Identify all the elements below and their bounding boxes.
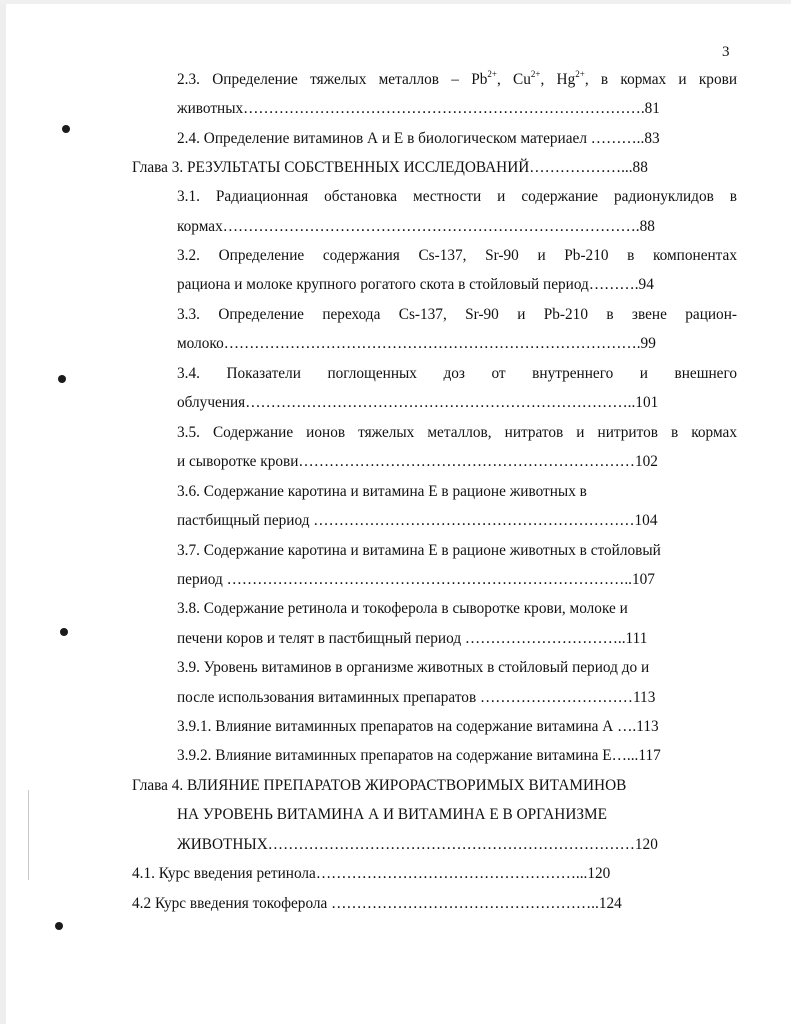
toc-entry-3-9-line2: после использования витаминных препаратов …………………………113 xyxy=(177,689,656,706)
superscript-charge: 2+ xyxy=(575,68,585,79)
toc-chapter-3: Глава 3. РЕЗУЛЬТАТЫ СОБСТВЕННЫХ ИССЛЕДОВАНИЙ………………...88 xyxy=(132,159,648,176)
toc-entry-3-4-line2: облучения…………………………………………………………………..101 xyxy=(177,394,659,411)
toc-entry-2-3-line1: 2.3. Определение тяжелых металлов – $Pb^{2+}$, $Cu^{2+}$, $Hg^{2+}$, в кормах и крови xyxy=(177,68,738,88)
toc-entry-3-8-line1: 3.8. Содержание ретинола и токоферола в сыворотке крови, молоке и xyxy=(177,600,628,617)
toc-entry-4-1: 4.1. Курс введения ретинола……………………………………………...120 xyxy=(132,865,611,882)
toc-entry-3-5-line1: 3.5. Содержание ионов тяжелых металлов, нитратов и нитритов в кормах xyxy=(177,424,737,441)
toc-entry-3-1-line1: 3.1. Радиационная обстановка местности и содержание радионуклидов в xyxy=(177,188,737,205)
toc-entry-3-8-line2: печени коров и телят в пастбищный период …………………………..111 xyxy=(177,630,648,647)
toc-entry-3-7-line1: 3.7. Содержание каротина и витамина Е в рационе животных в стойловый xyxy=(177,542,661,559)
toc-entry-3-7-line2: период ……………………………………………………………………..107 xyxy=(177,571,655,588)
toc-entry-3-6-line1: 3.6. Содержание каротина и витамина Е в рационе животных в xyxy=(177,483,587,500)
superscript-charge: 2+ xyxy=(530,68,541,79)
page-number: 3 xyxy=(722,44,730,60)
binder-hole-dot xyxy=(55,922,63,930)
toc-entry-3-9-1: 3.9.1. Влияние витаминных препаратов на содержание витамина А ….113 xyxy=(177,718,659,735)
scan-edge-mark xyxy=(0,0,791,4)
superscript-charge: 2+ xyxy=(487,68,497,79)
toc-entry-2-4: 2.4. Определение витаминов А и Е в биологическом материаел ………..83 xyxy=(177,130,660,147)
toc-entry-2-3-line2: животных…………………………………………………………………….81 xyxy=(177,100,660,117)
toc-entry-3-5-line2: и сыворотке крови…………………………………………………………102 xyxy=(177,453,658,470)
toc-entry-4-2: 4.2 Курс введения токоферола ……………………………………………..124 xyxy=(132,895,622,912)
scan-edge-mark xyxy=(0,0,6,1024)
toc-entry-3-9-line1: 3.9. Уровень витаминов в организме животных в стойловый период до и xyxy=(177,659,650,676)
toc-chapter-4-line2: НА УРОВЕНЬ ВИТАМИНА А И ВИТАМИНА Е В ОРГАНИЗМЕ xyxy=(177,806,608,823)
binder-hole-dot xyxy=(62,125,70,133)
binder-hole-dot xyxy=(60,628,68,636)
binder-hole-dot xyxy=(58,375,66,383)
toc-entry-3-2-line2: рациона и молоке крупного рогатого скота в стойловый период……….94 xyxy=(177,276,654,293)
toc-entry-3-3-line2: молоко……………………………………………………………………….99 xyxy=(177,335,656,352)
toc-entry-3-9-2: 3.9.2. Влияние витаминных препаратов на содержание витамина Е…...117 xyxy=(177,747,661,764)
toc-chapter-4-line3: ЖИВОТНЫХ………………………………………………………………120 xyxy=(177,836,658,853)
toc-entry-3-6-line2: пастбищный период ………………………………………………………104 xyxy=(177,512,658,529)
toc-entry-3-3-line1: 3.3. Определение перехода Cs-137, Sr-90 и Pb-210 в звене рацион- xyxy=(177,306,737,323)
toc-chapter-4-line1: Глава 4. ВЛИЯНИЕ ПРЕПАРАТОВ ЖИРОРАСТВОРИМЫХ ВИТАМИНОВ xyxy=(132,777,627,794)
toc-entry-3-1-line2: кормах……………………………………………………………………….88 xyxy=(177,218,655,235)
toc-entry-3-2-line1: 3.2. Определение содержания Cs-137, Sr-90 и Pb-210 в компонентах xyxy=(177,247,737,264)
toc-entry-3-4-line1: 3.4. Показатели поглощенных доз от внутреннего и внешнего xyxy=(177,365,737,382)
scan-edge-mark xyxy=(28,790,29,880)
